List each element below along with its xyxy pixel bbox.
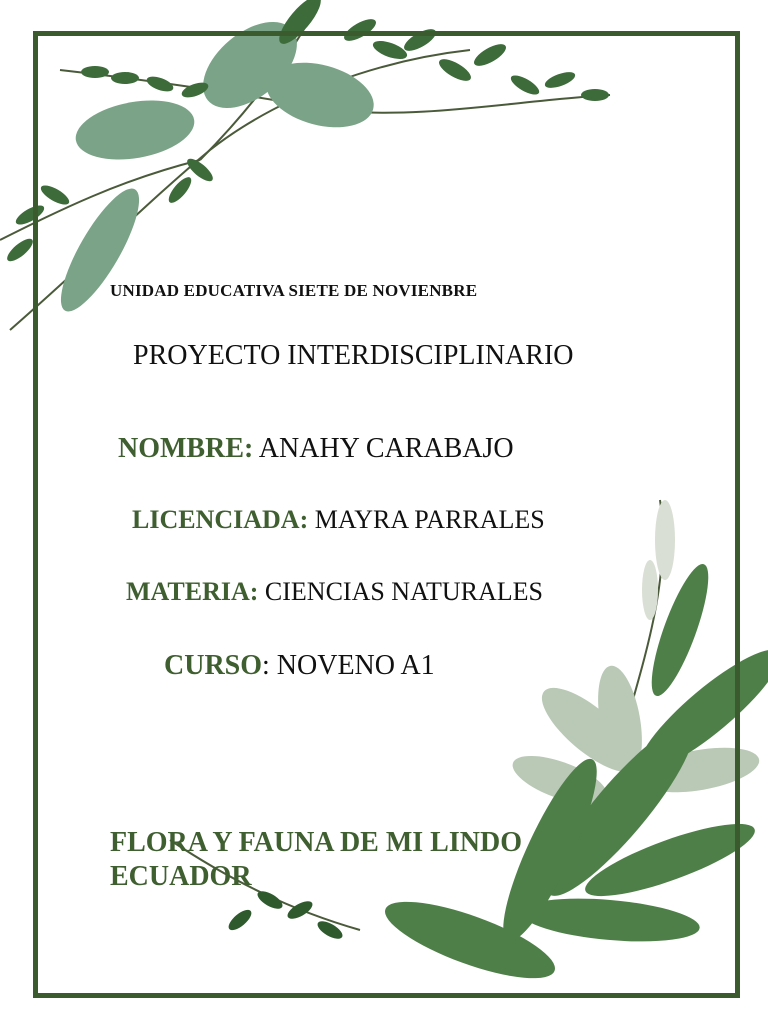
student-name-row xyxy=(118,433,514,465)
topic-title xyxy=(110,826,522,894)
topic-title-line-2: ECUADOR xyxy=(110,861,252,892)
teacher-label: LICENCIADA: xyxy=(132,505,309,534)
subject-row xyxy=(126,577,543,607)
school-name: UNIDAD EDUCATIVA SIETE DE NOVIENBRE xyxy=(110,281,478,300)
subject-label: MATERIA: xyxy=(126,577,259,606)
student-name-label: NOMBRE: xyxy=(118,433,254,464)
student-name-value: ANAHY CARABAJO xyxy=(253,433,514,464)
course-label: CURSO xyxy=(164,650,263,681)
topic-title-line-1: FLORA Y FAUNA DE MI LINDO xyxy=(110,827,522,858)
course-value: : NOVENO A1 xyxy=(262,650,435,681)
teacher-row xyxy=(132,505,545,535)
subject-value: CIENCIAS NATURALES xyxy=(258,577,543,606)
project-title: PROYECTO INTERDISCIPLINARIO xyxy=(133,340,574,371)
course-row xyxy=(164,650,435,682)
teacher-value: MAYRA PARRALES xyxy=(308,505,545,534)
